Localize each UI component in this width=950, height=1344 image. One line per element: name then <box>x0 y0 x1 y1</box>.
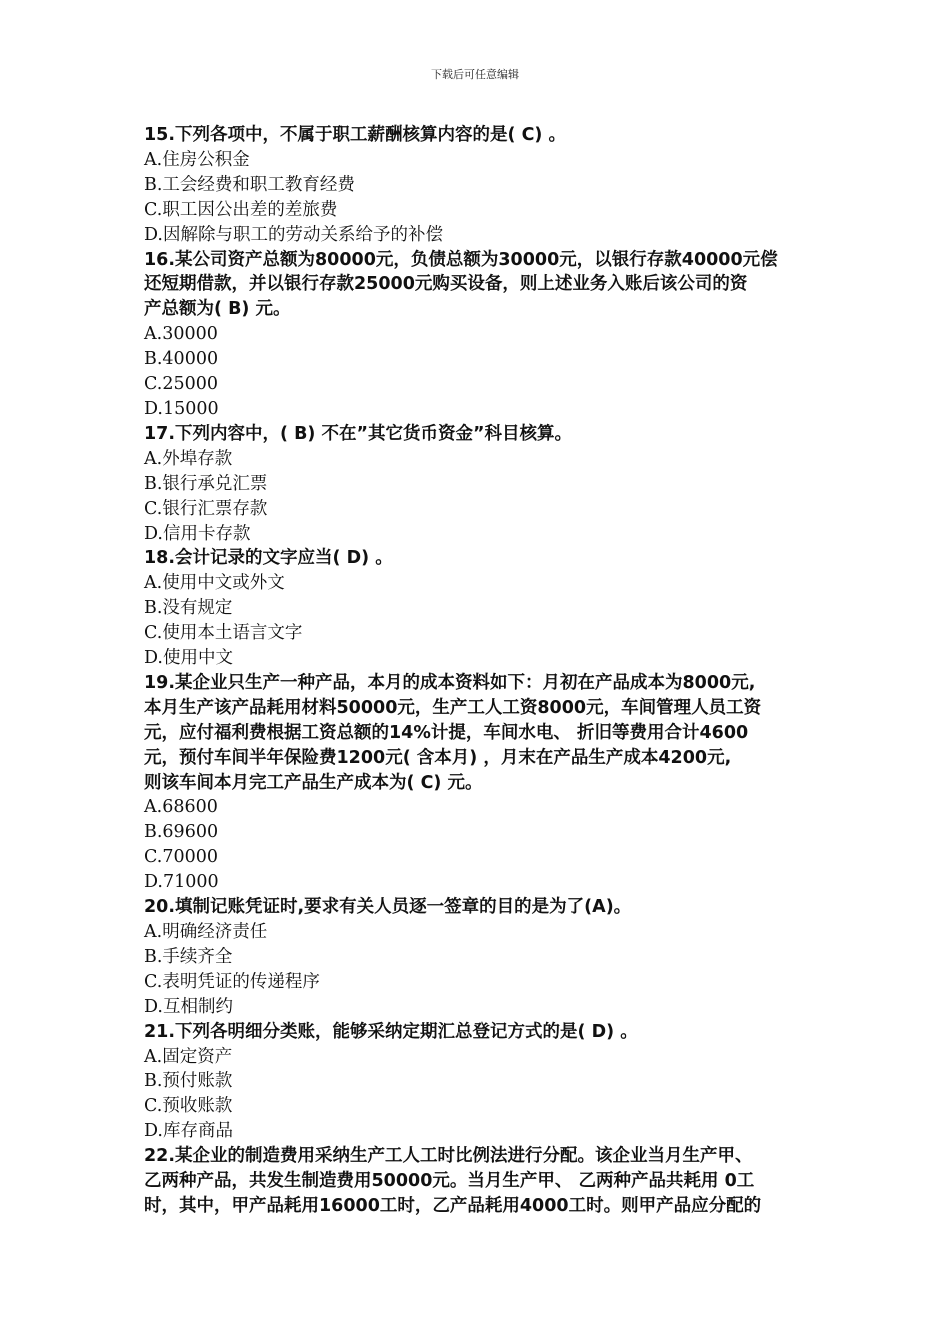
question-text: 15.下列各项中，不属于职工薪酬核算内容的是( C) 。 <box>144 125 567 145</box>
question-block <box>144 248 814 422</box>
answer-option: A.68600 <box>144 797 218 818</box>
answer-option: D.71000 <box>144 872 219 893</box>
answer-option: A.使用中文或外文 <box>144 573 285 594</box>
question-block <box>144 1020 814 1145</box>
question-text: 时，其中，甲产品耗用16000工时，乙产品耗用4000工时。则甲产品应分配的 <box>144 1195 762 1216</box>
question-text: 还短期借款，并以银行存款25000元购买设备，则上述业务入账后该公司的资 <box>144 274 748 295</box>
answer-option: D.库存商品 <box>144 1121 233 1142</box>
answer-option: B.40000 <box>144 349 219 370</box>
question-text: 本月生产该产品耗用材料50000元，生产工人工资8000元，车间管理人员工资 <box>144 697 762 718</box>
answer-option: C.职工因公出差的差旅费 <box>144 199 338 220</box>
answer-option: B.工会经费和职工教育经费 <box>144 174 355 195</box>
question-block <box>144 422 814 547</box>
answer-option: D.使用中文 <box>144 648 233 669</box>
answer-option: D.信用卡存款 <box>144 523 251 544</box>
question-text: 16.某公司资产总额为80000元，负债总额为30000元，以银行存款40000元偿 <box>144 249 778 270</box>
answer-option: B.69600 <box>144 822 219 843</box>
answer-option: C.25000 <box>144 374 218 395</box>
question-text: 元，预付车间半年保险费1200元( 含本月) ，月末在产品生产成本4200元, <box>144 747 732 768</box>
answer-option: B.银行承兑汇票 <box>144 473 268 494</box>
question-text: 元，应付福利费根据工资总额的14%计提，车间水电、 折旧等费用合计4600 <box>144 722 749 743</box>
question-text: 22.某企业的制造费用采纳生产工人工时比例法进行分配。该企业当月生产甲、 <box>144 1146 753 1167</box>
question-block <box>144 1144 814 1219</box>
question-block <box>144 671 814 895</box>
answer-option: A.固定资产 <box>144 1046 233 1067</box>
answer-option: D.15000 <box>144 398 219 419</box>
answer-option: C.使用本土语言文字 <box>144 623 303 644</box>
answer-option: A.外埠存款 <box>144 448 233 469</box>
question-text: 20.填制记账凭证时,要求有关人员逐一签章的目的是为了(A)。 <box>144 897 632 918</box>
answer-option: B.没有规定 <box>144 598 233 619</box>
answer-option: C.预收账款 <box>144 1096 233 1117</box>
question-block <box>144 895 814 1020</box>
question-list <box>144 123 814 1219</box>
answer-option: C.银行汇票存款 <box>144 498 268 519</box>
answer-option: D.互相制约 <box>144 996 233 1017</box>
question-block <box>144 123 814 248</box>
question-block <box>144 546 814 671</box>
answer-option: B.手续齐全 <box>144 946 233 967</box>
answer-option: A.住房公积金 <box>144 149 250 170</box>
question-text: 21.下列各明细分类账，能够采纳定期汇总登记方式的是( D) 。 <box>144 1021 638 1042</box>
answer-option: D.因解除与职工的劳动关系给予的补偿 <box>144 224 443 245</box>
answer-option: C.70000 <box>144 847 218 868</box>
question-text: 产总额为( B) 元。 <box>144 299 291 320</box>
question-text: 乙两种产品，共发生制造费用50000元。当月生产甲、 乙两种产品共耗用 0工 <box>144 1171 755 1192</box>
answer-option: C.表明凭证的传递程序 <box>144 971 320 992</box>
page-header: 下载后可任意编辑 <box>431 68 519 81</box>
answer-option: B.预付账款 <box>144 1071 233 1092</box>
answer-option: A.明确经济责任 <box>144 922 268 942</box>
question-text: 19.某企业只生产一种产品，本月的成本资料如下：月初在产品成本为8000元, <box>144 672 756 693</box>
question-text: 17.下列内容中，( B) 不在”其它货币资金”科目核算。 <box>144 423 573 444</box>
question-text: 则该车间本月完工产品生产成本为( C) 元。 <box>144 772 483 793</box>
answer-option: A.30000 <box>144 324 218 345</box>
question-text: 18.会计记录的文字应当( D) 。 <box>144 548 393 569</box>
